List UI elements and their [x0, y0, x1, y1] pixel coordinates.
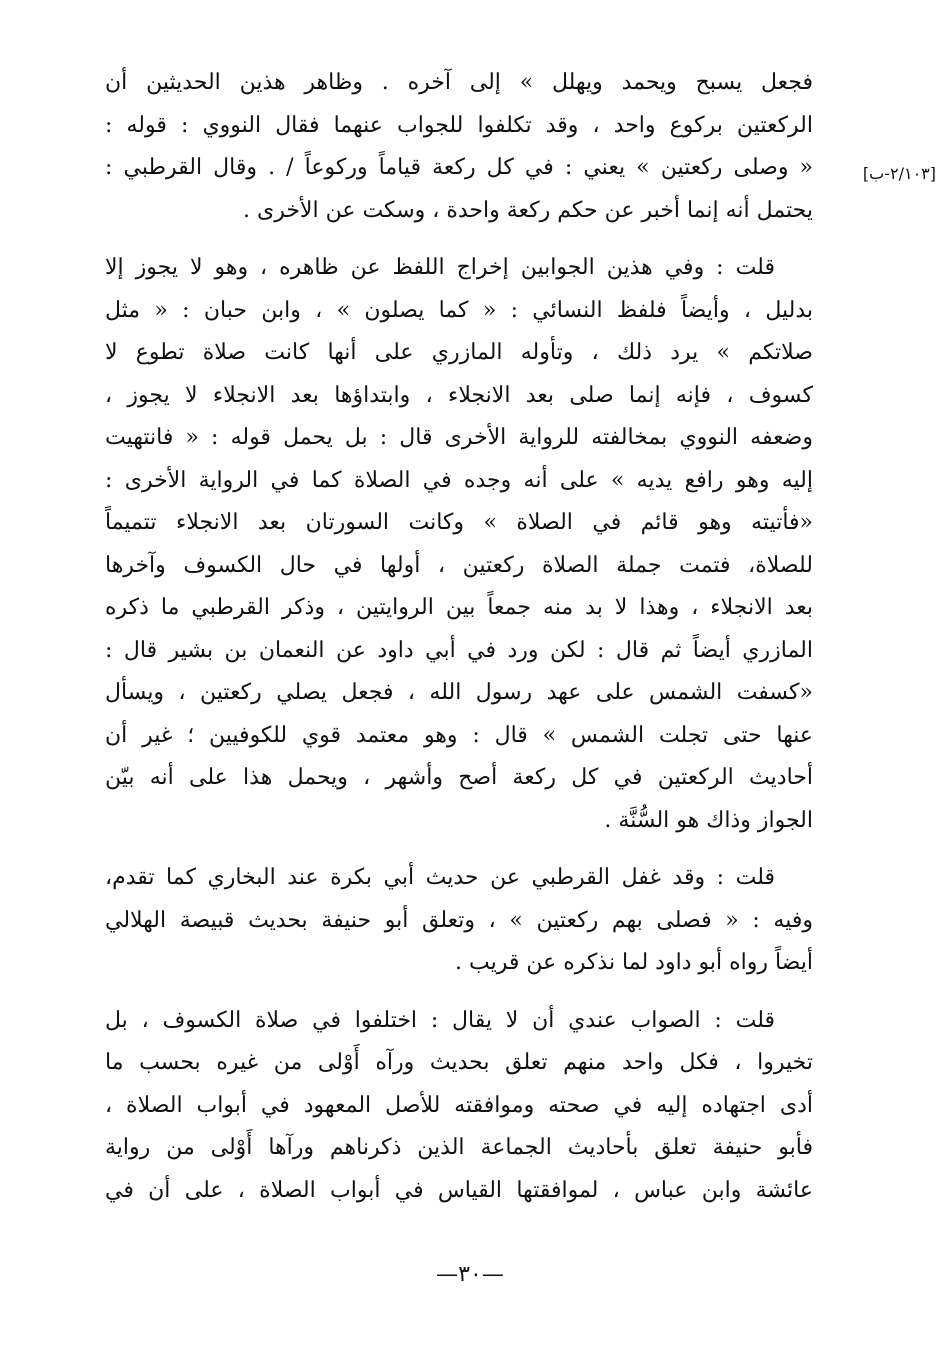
paragraph-1	[105, 62, 813, 232]
paragraph-4	[105, 1000, 813, 1213]
page-number: —٣٠—	[436, 1262, 504, 1287]
text-line: أحاديث الركعتين في كل ركعة أصح وأشهر ، ويحمل هذا على أنه بيّن	[105, 765, 813, 790]
text-line: الركعتين بركوع واحد ، وقد تكلفوا للجواب عنهما فقال النووي : قوله :	[105, 112, 813, 138]
text-line: المازري أيضاً ثم قال : لكن ورد في أبي داود عن النعمان بن بشير قال :	[105, 637, 813, 663]
text-line: الجواز وذاك هو السُّنَّة .	[604, 807, 813, 833]
text-line: بدليل ، وأيضاً فلفظ النسائي : « كما يصلون » ، وابن حبان : « مثل	[105, 297, 813, 323]
text-line: يحتمل أنه إنما أخبر عن حكم ركعة واحدة ، وسكت عن الأخرى .	[242, 197, 813, 223]
text-line: فجعل يسبح ويحمد ويهلل » إلى آخره . وظاهر هذين الحديثين أن	[105, 70, 813, 95]
text-line: وفيه : « فصلى بهم ركعتين » ، وتعلق أبو حنيفة بحديث قبيصة الهلالي	[105, 907, 813, 933]
document-page	[105, 62, 813, 1212]
paragraph-3	[105, 857, 813, 985]
text-line: بعد الانجلاء ، وهذا لا بد منه جمعاً بين الروايتين ، وذكر القرطبي ما ذكره	[105, 595, 814, 620]
text-line: عنها حتى تجلت الشمس » قال : وهو معتمد قوي للكوفيين ؛ غير أن	[105, 722, 813, 748]
text-line: تخيروا ، فكل واحد منهم تعلق بحديث ورآه أَوْلى من غيره بحسب ما	[105, 1050, 813, 1075]
text-line: أيضاً رواه أبو داود لما نذكره عن قريب .	[455, 950, 813, 975]
text-line: عائشة وابن عباس ، لموافقتها القياس في أبواب الصلاة ، على أن في	[105, 1177, 813, 1203]
text-line: كسوف ، فإنه إنما صلى بعد الانجلاء ، وابتداؤها بعد الانجلاء لا يجوز ،	[105, 382, 813, 408]
text-line: «كسفت الشمس على عهد رسول الله ، فجعل يصلي ركعتين ، ويسأل	[105, 680, 813, 705]
text-line: «فأتيته وهو قائم في الصلاة » وكانت السورتان بعد الانجلاء تتميماً	[105, 510, 813, 535]
margin-folio-note: [٢/١٠٣-ب]	[862, 164, 936, 183]
text-line: « وصلى ركعتين » يعني : في كل ركعة قياماً وركوعاً / . وقال القرطبي :	[105, 155, 813, 180]
text-line: قلت : الصواب عندي أن لا يقال : اختلفوا في صلاة الكسوف ، بل	[105, 1007, 775, 1033]
text-line: وضعفه النووي بمخالفته للرواية الأخرى قال : بل يحمل قوله : « فانتهيت	[105, 425, 813, 450]
text-line: أدى اجتهاده إليه في صحته وموافقته للأصل المعهود في أبواب الصلاة ،	[105, 1092, 813, 1118]
text-line: إليه وهو رافع يديه » على أنه وجده في الصلاة كما في الرواية الأخرى :	[105, 467, 813, 493]
text-line: صلاتكم » يرد ذلك ، وتأوله المازري على أنها كانت صلاة تطوع لا	[105, 340, 813, 365]
text-line: للصلاة، فتمت جملة الصلاة ركعتين ، أولها في حال الكسوف وآخرها	[105, 552, 813, 578]
paragraph-2	[105, 247, 813, 842]
text-line: فأبو حنيفة تعلق بأحاديث الجماعة الذين ذكرناهم ورآها أَوْلى من رواية	[105, 1135, 813, 1160]
text-line: قلت : وقد غفل القرطبي عن حديث أبي بكرة عند البخاري كما تقدم،	[105, 865, 775, 890]
text-line: قلت : وفي هذين الجوابين إخراج اللفظ عن ظاهره ، وهو لا يجوز إلا	[105, 255, 775, 280]
